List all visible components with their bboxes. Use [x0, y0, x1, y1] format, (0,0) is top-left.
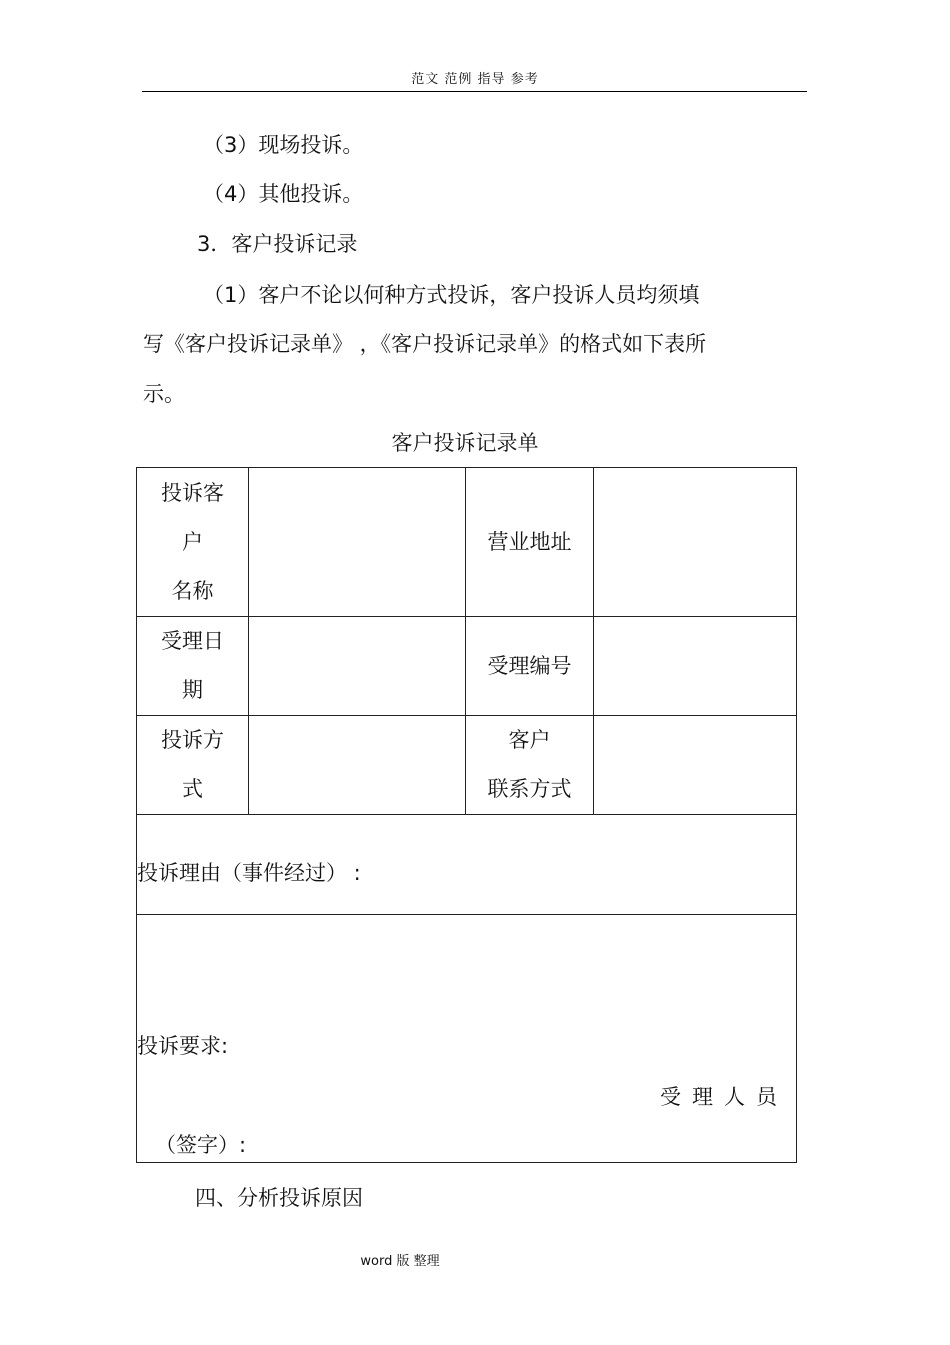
complaint-reason-field[interactable] — [137, 815, 797, 915]
header-divider — [142, 91, 807, 92]
table-row — [137, 815, 797, 915]
complaint-reason-label: 投诉理由（事件经过） : — [137, 860, 361, 885]
table-row — [137, 468, 797, 617]
accept-number-field[interactable] — [594, 617, 797, 716]
complaint-method-field[interactable] — [249, 716, 466, 815]
accept-date-label: 受理日 期 — [137, 617, 249, 716]
paragraph-record-line3: 示。 — [143, 382, 185, 406]
business-address-label: 营业地址 — [466, 468, 594, 617]
table-row — [137, 716, 797, 815]
page-footer: word 版 整理 — [360, 1254, 440, 1269]
customer-contact-field[interactable] — [594, 716, 797, 815]
table-row — [137, 915, 797, 1163]
paragraph-record-line2: 写《客户投诉记录单》 ，《客户投诉记录单》的格式如下表所 — [143, 332, 707, 356]
complaint-record-table — [136, 467, 797, 1163]
customer-name-label: 投诉客 户 名称 — [137, 468, 249, 617]
section-title-complaint-record: 3．客户投诉记录 — [197, 232, 358, 256]
customer-contact-label: 客户 联系方式 — [466, 716, 594, 815]
page-header: 范文 范例 指导 参考 — [411, 72, 539, 87]
signature-label: （签字）: — [155, 1133, 247, 1157]
table-row — [137, 617, 797, 716]
complaint-request-field[interactable] — [137, 915, 797, 1163]
accept-date-field[interactable] — [249, 617, 466, 716]
paragraph-record-line1: （1）客户不论以何种方式投诉，客户投诉人员均须填 — [203, 283, 700, 307]
paragraph-other-complaint: （4）其他投诉。 — [203, 182, 364, 206]
business-address-field[interactable] — [594, 468, 797, 617]
complaint-method-label: 投诉方 式 — [137, 716, 249, 815]
complaint-request-label: 投诉要求: — [137, 1034, 229, 1058]
handler-label: 受理人员 — [660, 1085, 788, 1109]
section-heading-analysis: 四、分析投诉原因 — [195, 1186, 363, 1210]
accept-number-label: 受理编号 — [466, 617, 594, 716]
paragraph-onsite-complaint: （3）现场投诉。 — [203, 133, 364, 157]
customer-name-field[interactable] — [249, 468, 466, 617]
table-title: 客户投诉记录单 — [391, 431, 539, 455]
